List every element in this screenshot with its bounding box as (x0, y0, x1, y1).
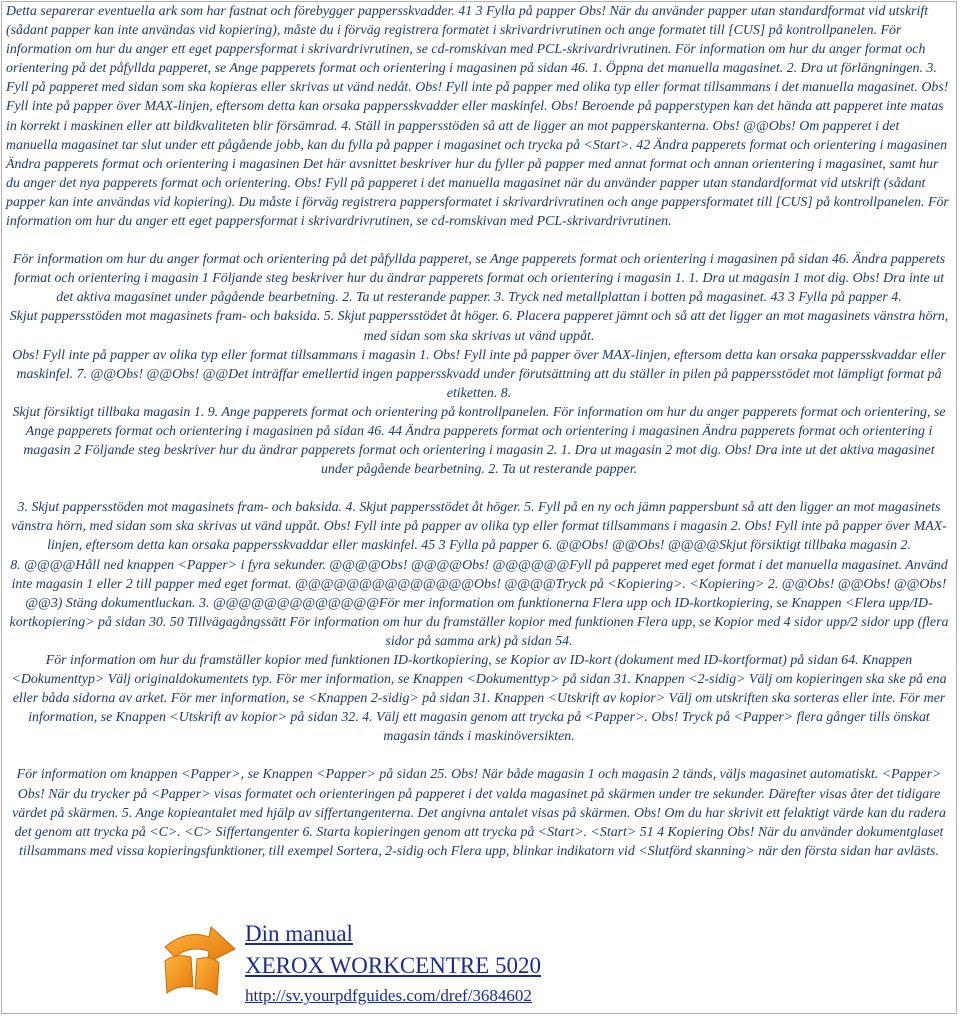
manual-link[interactable]: Din manual (245, 921, 353, 946)
paragraph-2: För information om hur du anger format och orientering på det påfyllda papperet, se Ange papperets format och orientering i magasinen på sidan 46. Ändra papperets format och orientering i magasin 1 Följande steg beskriver hur du ändrar papperets format och orientering i magasin 1. 1. Dra ut magasin 1 mot dig. Obs! Dra inte ut det aktiva magasinet under pågående bearbetning. 2. Ta ut resterande papper. 3. Tryck ned metallplattan i botten på magasinet. 43 3 Fylla på papper 4. (12, 252, 946, 306)
document-page (1, 1, 957, 1014)
paragraph-gap (2, 479, 956, 498)
pdfguides-footer (157, 917, 857, 1014)
paragraph-gap (2, 231, 956, 250)
paragraph-7: 8. @@@@Håll ned knappen <Papper> i fyra sekunder. @@@@Obs! @@@@Obs! @@@@@@Fyll på papperet med eget format i det manuella magasinet. Använd inte magasin 1 eller 2 till papper med eget format. @@@@@@@@@@@@@@Obs! @@@@Tryck på <Kopiering>. <Kopiering> 2. @@Obs! @@Obs! @@Obs! @@3) Stäng dokumentluckan. 3. @@@@@@@@@@@@@För mer information om funktionerna Flera upp och ID-kortkopiering, se Knappen <Flera upp/ID-kortkopiering> på sidan 30. 50 Tillvägagångssätt För information om hur du framställer kopior med funktionen Flera upp, se Kopior med 4 sidor upp/2 sidor upp (flera sidor på samma ark) på sidan 54. (9, 557, 949, 649)
footer-links (245, 919, 541, 1007)
url-link[interactable]: http://sv.yourpdfguides.com/dref/3684602 (245, 986, 532, 1005)
paragraph-1: Detta separerar eventuella ark som har fastnat och förebygger pappersskvadder. 41 3 Fylla på papper Obs! När du använder papper utan standardformat vid utskrift (sådant papper kan inte användas vid kopiering), måste du i förväg registrera formatet i skrivardrivrutinen och ange formatet till [CUS] på kontrollpanelen. För information om hur du anger ett eget pappersformat i skrivardrivrutinen, se cd-romskivan med PCL-skrivardrivrutinen. För information om hur du anger format och orientering på det påfyllda papperet, se Ange papperets format och orientering i magasinen på sidan 46. 1. Öppna det manuella magasinet. 2. Dra ut förlängningen. 3. Fyll på papperet med sidan som ska kopieras eller skrivas ut vänd nedåt. Obs! Fyll inte på papper med olika typ eller format tillsammans i det manuella magasinet. Obs! Fyll inte på papper över MAX-linjen, eftersom detta kan orsaka pappersskvadder eller maskinfel. Obs! Beroende på papperstypen kan det hända att papperet inte matas in korrekt i maskinen eller att bildkvaliteten blir försämrad. 4. Ställ in pappersstöden så att de ligger an mot papperskanterna. Obs! @@Obs! Om papperet i det manuella magasinet tar slut under ett pågående jobb, kan du fylla på papper i magasinet och trycka på <Start>. 42 Ändra papperets format och orientering i magasinen Ändra papperets format och orientering i magasinen Det här avsnittet beskriver hur du fyller på papper med annat format och annan orientering i magasinet, samt hur du anger det nya papperets format och orientering. Obs! Fyll på papperet i det manuella magasinet när du använder papper utan standardformat vid utskrift (sådant papper kan inte användas vid kopiering). Du måste i förväg registrera pappersformatet i skrivardrivrutinen och ange pappersformatet till [CUS] på kontrollpanelen. För information om hur du anger ett eget pappersformat i skrivardrivrutinen, se cd-romskivan med PCL-skrivardrivrutinen. (6, 4, 949, 230)
paragraph-8: För information om hur du framställer kopior med funktionen ID-kortkopiering, se Kopior av ID-kort (dokument med ID-kortformat) på sidan 64. Knappen <Dokumenttyp> Välj originaldokumentets typ. För mer information, se Knappen <Dokumenttyp> på sidan 31. Knappen <2-sidig> Välj om kopieringen ska ske på ena eller båda sidorna av arket. För mer information, se <Knappen 2-sidig> på sidan 31. Knappen <Utskrift av kopior> Välj om utskriften ska sorteras eller inte. För mer information, se Knappen <Utskrift av kopior> på sidan 32. 4. Välj ett magasin genom att trycka på <Papper>. Obs! Tryck på <Papper> flera gånger tills önskat magasin tänds i maskinöversikten. (11, 653, 947, 745)
paragraph-3: Skjut pappersstöden mot magasinets fram- och baksida. 5. Skjut pappersstödet åt höger. 6. Placera papperet jämnt och så att det ligger an mot magasinets vänstra hörn, med sidan som ska skrivas ut vänd uppåt. (9, 309, 949, 344)
paragraph-gap (2, 746, 956, 765)
paragraph-9: För information om knappen <Papper>, se Knappen <Papper> på sidan 25. Obs! När både magasin 1 och magasin 2 tänds, väljs magasinet automatiskt. <Papper> Obs! När du trycker på <Papper> visas formatet och orienteringen på papperet i det valda magasinet på skärmen under tre sekunder. Därefter visas åter det tidigare värdet på skärmen. 5. Ange kopieantalet med hjälp av siffertangenterna. Det angivna antalet visas på skärmen. Obs! Om du har skrivit ett felaktigt värde kan du radera det genom att trycka på <C>. <C> Siffertangenter 6. Starta kopieringen genom att trycka på <Start>. <Start> 51 4 Kopiering Obs! När du använder dokumentglaset tillsammans med vissa kopieringsfunktioner, till exempel Sortera, 2-sidig och Flera upp, blinkar indikatorn vid <Slutförd skanning> när den första sidan har avlästs. (12, 767, 946, 859)
product-link[interactable]: XEROX WORKCENTRE 5020 (245, 953, 542, 978)
paragraph-4: Obs! Fyll inte på papper av olika typ eller format tillsammans i magasin 1. Obs! Fyll inte på papper över MAX-linjen, eftersom detta kan orsaka pappersskvaddar eller maskinfel. 7. @@Obs! @@Obs! @@Det inträffar emellertid ingen pappersskvadd under förutsättning att du ställer in pilen på pappersstödet mot lämpligt format på etiketten. 8. (12, 347, 946, 401)
paragraph-5: Skjut försiktigt tillbaka magasin 1. 9. Ange papperets format och orientering på kontrollpanelen. För information om hur du anger papperets format och orientering, se Ange papperets format och orientering i magasinen på sidan 46. 44 Ändra papperets format och orientering i magasinen Ändra papperets format och orientering i magasin 2 Följande steg beskriver hur du ändrar papperets format och orientering i magasin 2. 1. Dra ut magasin 2 mot dig. Obs! Dra inte ut det aktiva magasinet under pågående bearbetning. 2. Ta ut resterande papper. (12, 404, 946, 478)
orange-arrow-logo-icon (157, 923, 239, 1003)
paragraph-6: 3. Skjut pappersstöden mot magasinets fram- och baksida. 4. Skjut pappersstödet åt höger. 5. Fyll på en ny och jämn pappersbunt så att den ligger an mot magasinets vänstra hörn, med sidan som ska skrivas ut vänd uppåt. Obs! Fyll inte på papper av olika typ eller format tillsammans i magasin 2. Obs! Fyll inte på papper över MAX-linjen, eftersom detta kan orsaka pappersskvaddar eller maskinfel. 45 3 Fylla på papper 6. @@Obs! @@Obs! @@@@Skjut försiktigt tillbaka magasin 2. (11, 500, 947, 554)
